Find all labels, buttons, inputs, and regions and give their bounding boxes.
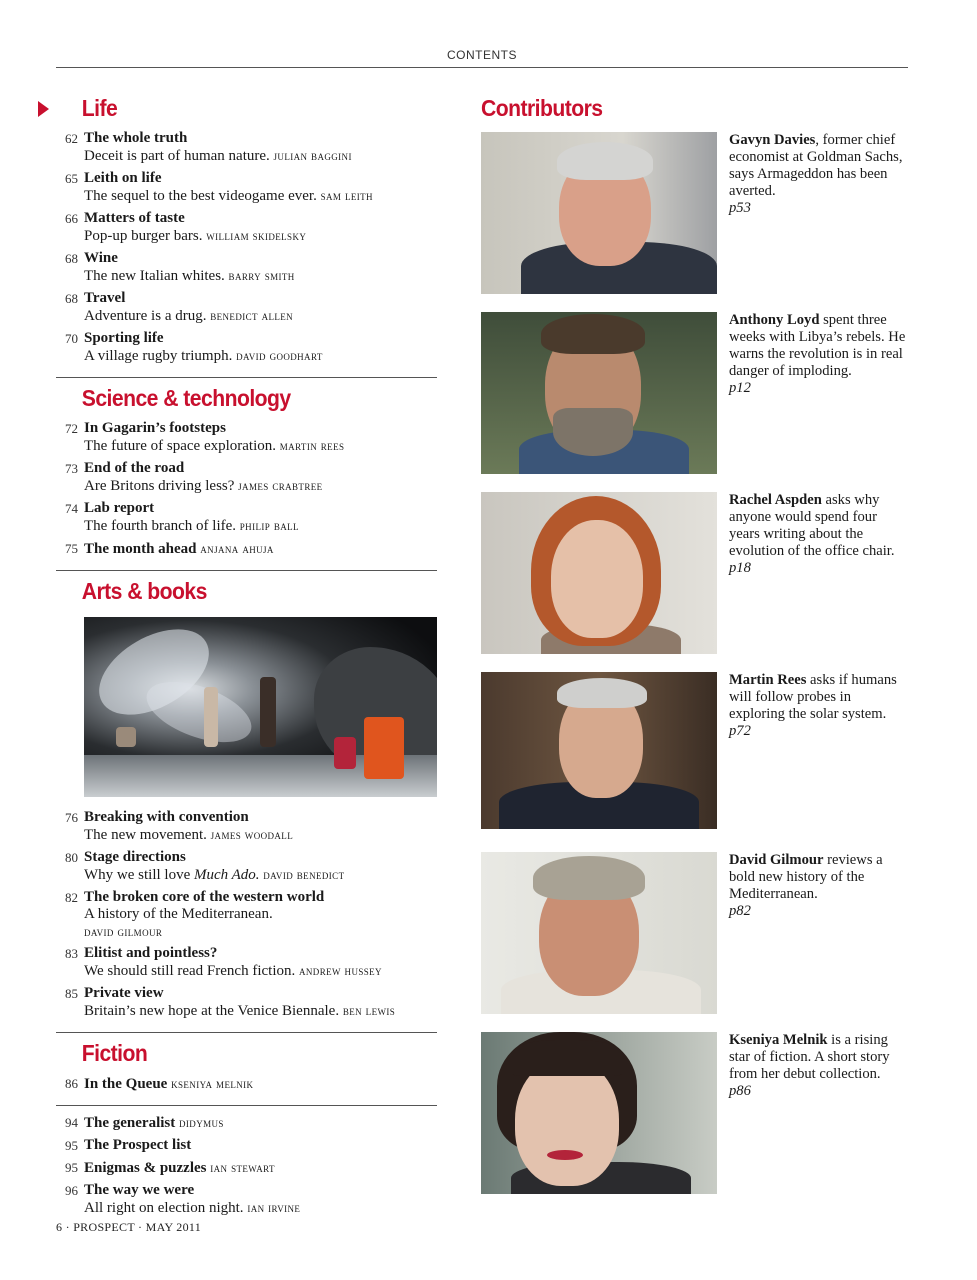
page-number: 72 [65, 421, 78, 436]
entry-description: Pop-up burger bars. [84, 228, 203, 244]
contributor-name: Anthony Loyd [729, 312, 820, 328]
entry-author: kseniya melnik [171, 1076, 254, 1091]
contributor-photo [481, 492, 717, 654]
page-number: 95 [65, 1160, 78, 1175]
page-number: 70 [65, 331, 78, 346]
divider [56, 377, 437, 378]
entry-title: Sporting life [84, 330, 164, 346]
list-item[interactable] [56, 889, 437, 940]
entry-author: ian irvine [247, 1200, 301, 1215]
page-number: 83 [65, 946, 78, 961]
contributor-blurb [729, 852, 909, 920]
entry-title: Breaking with convention [84, 809, 249, 825]
entry-description: We should still read French fiction. [84, 963, 296, 979]
photo-figure [204, 687, 218, 747]
life-heading: Life [81, 95, 118, 121]
photo-lips [547, 1150, 583, 1160]
divider [56, 1032, 437, 1033]
divider [56, 570, 437, 571]
contributor-text: spent three weeks with Libya’s rebels. He warns the revolution is in real danger of imploding. [729, 312, 906, 379]
entry-title: Wine [84, 250, 118, 266]
photo-figure [116, 727, 136, 747]
entry-author: james crabtree [238, 478, 323, 493]
science-heading: Science & technology [81, 385, 291, 411]
contributors-heading: Contributors [481, 95, 603, 121]
photo-figure [364, 717, 404, 779]
contributor-blurb [729, 312, 909, 397]
entry-title: Stage directions [84, 849, 186, 865]
photo-face [551, 520, 643, 638]
entry-title: Lab report [84, 500, 155, 516]
page-number: 74 [65, 501, 78, 516]
contributor-text: asks if humans will follow probes in exploring the solar system. [729, 672, 897, 722]
entry-description: Deceit is part of human nature. [84, 148, 270, 164]
entry-description: All right on election night. [84, 1200, 244, 1216]
photo-fringe [511, 1040, 623, 1076]
list-item[interactable] [56, 170, 437, 205]
list-item[interactable] [56, 945, 437, 980]
list-item[interactable] [56, 460, 437, 495]
entry-author: philip ball [239, 518, 299, 533]
entry-description: A history of the Mediterranean. [84, 906, 273, 922]
entry-description-italic: Much Ado. [193, 867, 260, 883]
list-item[interactable] [56, 250, 437, 285]
list-item[interactable] [56, 1159, 437, 1177]
contributor-blurb [729, 672, 909, 740]
contributor-page: p86 [729, 1083, 751, 1099]
running-head: CONTENTS [56, 48, 908, 68]
entry-author: martin rees [279, 438, 345, 453]
page-number: 80 [65, 850, 78, 865]
photo-beard [553, 408, 633, 456]
contributor-card[interactable] [481, 672, 908, 829]
entry-author: david goodhart [236, 348, 323, 363]
contributor-card[interactable] [481, 1032, 908, 1194]
entry-description: The new movement. [84, 827, 207, 843]
contributor-card[interactable] [481, 852, 908, 1014]
entry-author: ian stewart [210, 1160, 275, 1175]
page-number: 86 [65, 1076, 78, 1091]
list-item[interactable] [56, 849, 437, 884]
contributor-text: asks why anyone would spend four years writing about the evolution of the office chair. [729, 492, 895, 559]
page-number: 68 [65, 291, 78, 306]
contributor-blurb [729, 132, 909, 217]
entry-title: End of the road [84, 460, 185, 476]
contributor-photo [481, 312, 717, 474]
list-item[interactable] [56, 1137, 437, 1154]
section-arrow-icon [38, 101, 49, 117]
entry-description: The future of space exploration. [84, 438, 277, 454]
page-number: 62 [65, 131, 78, 146]
list-item[interactable] [56, 130, 437, 165]
contributor-name: Kseniya Melnik [729, 1032, 828, 1048]
page-footer: 6 · PROSPECT · MAY 2011 [56, 1220, 202, 1234]
list-item[interactable] [56, 1075, 437, 1093]
photo-hair [541, 314, 645, 354]
contributor-text: reviews a bold new history of the Mediterranean. [729, 852, 883, 902]
contributor-card[interactable] [481, 132, 908, 294]
photo-hair [533, 856, 645, 900]
contributor-blurb [729, 492, 909, 577]
entry-author: david benedict [263, 867, 345, 882]
list-item[interactable] [56, 290, 437, 325]
entry-title: Enigmas & puzzles [84, 1160, 207, 1176]
entry-title: The generalist [84, 1115, 176, 1131]
dance-photo [84, 617, 437, 797]
list-item[interactable] [56, 540, 437, 558]
photo-hair [557, 142, 653, 180]
photo-figure [334, 737, 356, 769]
contributor-text: is a rising star of fiction. A short story from her debut collection. [729, 1032, 890, 1082]
entry-author: james woodall [210, 827, 294, 842]
list-item[interactable] [56, 809, 437, 844]
contributors-column [481, 94, 908, 1099]
entry-description: Are Britons driving less? [84, 478, 235, 494]
entry-author: william skidelsky [206, 228, 307, 243]
entry-author: didymus [179, 1115, 224, 1130]
back-list [56, 1114, 437, 1217]
contributor-photo [481, 672, 717, 829]
list-item[interactable] [56, 330, 437, 365]
contributor-photo [481, 132, 717, 294]
contributor-name: Rachel Aspden [729, 492, 822, 508]
entry-title: The way we were [84, 1182, 195, 1198]
entry-description: The new Italian whites. [84, 268, 225, 284]
entry-title: Private view [84, 985, 164, 1001]
entry-title: The whole truth [84, 130, 188, 146]
page-number: 82 [65, 890, 78, 905]
entry-author: benedict allen [210, 308, 294, 323]
contributor-name: Martin Rees [729, 672, 807, 688]
contributor-blurb [729, 1032, 909, 1100]
entry-author: sam leith [320, 188, 373, 203]
entry-description: A village rugby triumph. [84, 348, 233, 364]
entry-author: andrew hussey [299, 963, 382, 978]
page-number: 96 [65, 1183, 78, 1198]
contributor-page: p72 [729, 723, 751, 739]
page-number: 94 [65, 1115, 78, 1130]
entry-author: barry smith [228, 268, 295, 283]
list-item[interactable] [56, 985, 437, 1020]
arts-heading: Arts & books [81, 578, 207, 604]
entry-title: The Prospect list [84, 1137, 192, 1153]
entry-description: Why we still love [84, 867, 191, 883]
list-item[interactable] [56, 1182, 437, 1217]
contents-column [56, 94, 437, 1222]
entry-title: Matters of taste [84, 210, 185, 226]
entry-title: The month ahead [84, 541, 197, 557]
entry-title: Travel [84, 290, 126, 306]
arts-list [56, 809, 437, 1020]
life-list [56, 130, 437, 365]
divider [56, 1105, 437, 1106]
entry-description: The fourth branch of life. [84, 518, 237, 534]
page-number: 75 [65, 541, 78, 556]
entry-title: The broken core of the western world [84, 889, 325, 905]
science-list [56, 420, 437, 558]
page-number: 65 [65, 171, 78, 186]
contributor-page: p12 [729, 380, 751, 396]
fiction-heading: Fiction [81, 1040, 148, 1066]
contributor-card[interactable] [481, 492, 908, 654]
contributor-photo [481, 1032, 717, 1194]
contributor-text: , former chief economist at Goldman Sachs, says Armageddon has been averted. [729, 132, 903, 199]
entry-title: In Gagarin’s footsteps [84, 420, 226, 436]
contributor-page: p53 [729, 200, 751, 216]
entry-title: Leith on life [84, 170, 162, 186]
page-number: 66 [65, 211, 78, 226]
contributor-page: p82 [729, 903, 751, 919]
list-item[interactable] [56, 210, 437, 245]
contributor-card[interactable] [481, 312, 908, 474]
page-number: 76 [65, 810, 78, 825]
list-item[interactable] [56, 1114, 437, 1132]
contributor-name: David Gilmour [729, 852, 824, 868]
photo-figure [260, 677, 276, 747]
contributor-name: Gavyn Davies [729, 132, 816, 148]
entry-title: Elitist and pointless? [84, 945, 218, 961]
photo-face [515, 1058, 619, 1186]
list-item[interactable] [56, 420, 437, 455]
entry-description: Adventure is a drug. [84, 308, 207, 324]
entry-title: In the Queue [84, 1076, 168, 1092]
page-number: 85 [65, 986, 78, 1001]
page-number: 68 [65, 251, 78, 266]
photo-hair [557, 678, 647, 708]
entry-description: The sequel to the best videogame ever. [84, 188, 317, 204]
fiction-list [56, 1075, 437, 1093]
entry-author: anjana ahuja [200, 541, 274, 556]
contributor-photo [481, 852, 717, 1014]
entry-author: julian baggini [273, 148, 352, 163]
entry-author: ben lewis [342, 1003, 396, 1018]
page-number: 95 [65, 1138, 78, 1153]
page-number: 73 [65, 461, 78, 476]
contributor-page: p18 [729, 560, 751, 576]
entry-author: david gilmour [84, 924, 163, 939]
list-item[interactable] [56, 500, 437, 535]
entry-description: Britain’s new hope at the Venice Biennale. [84, 1003, 340, 1019]
